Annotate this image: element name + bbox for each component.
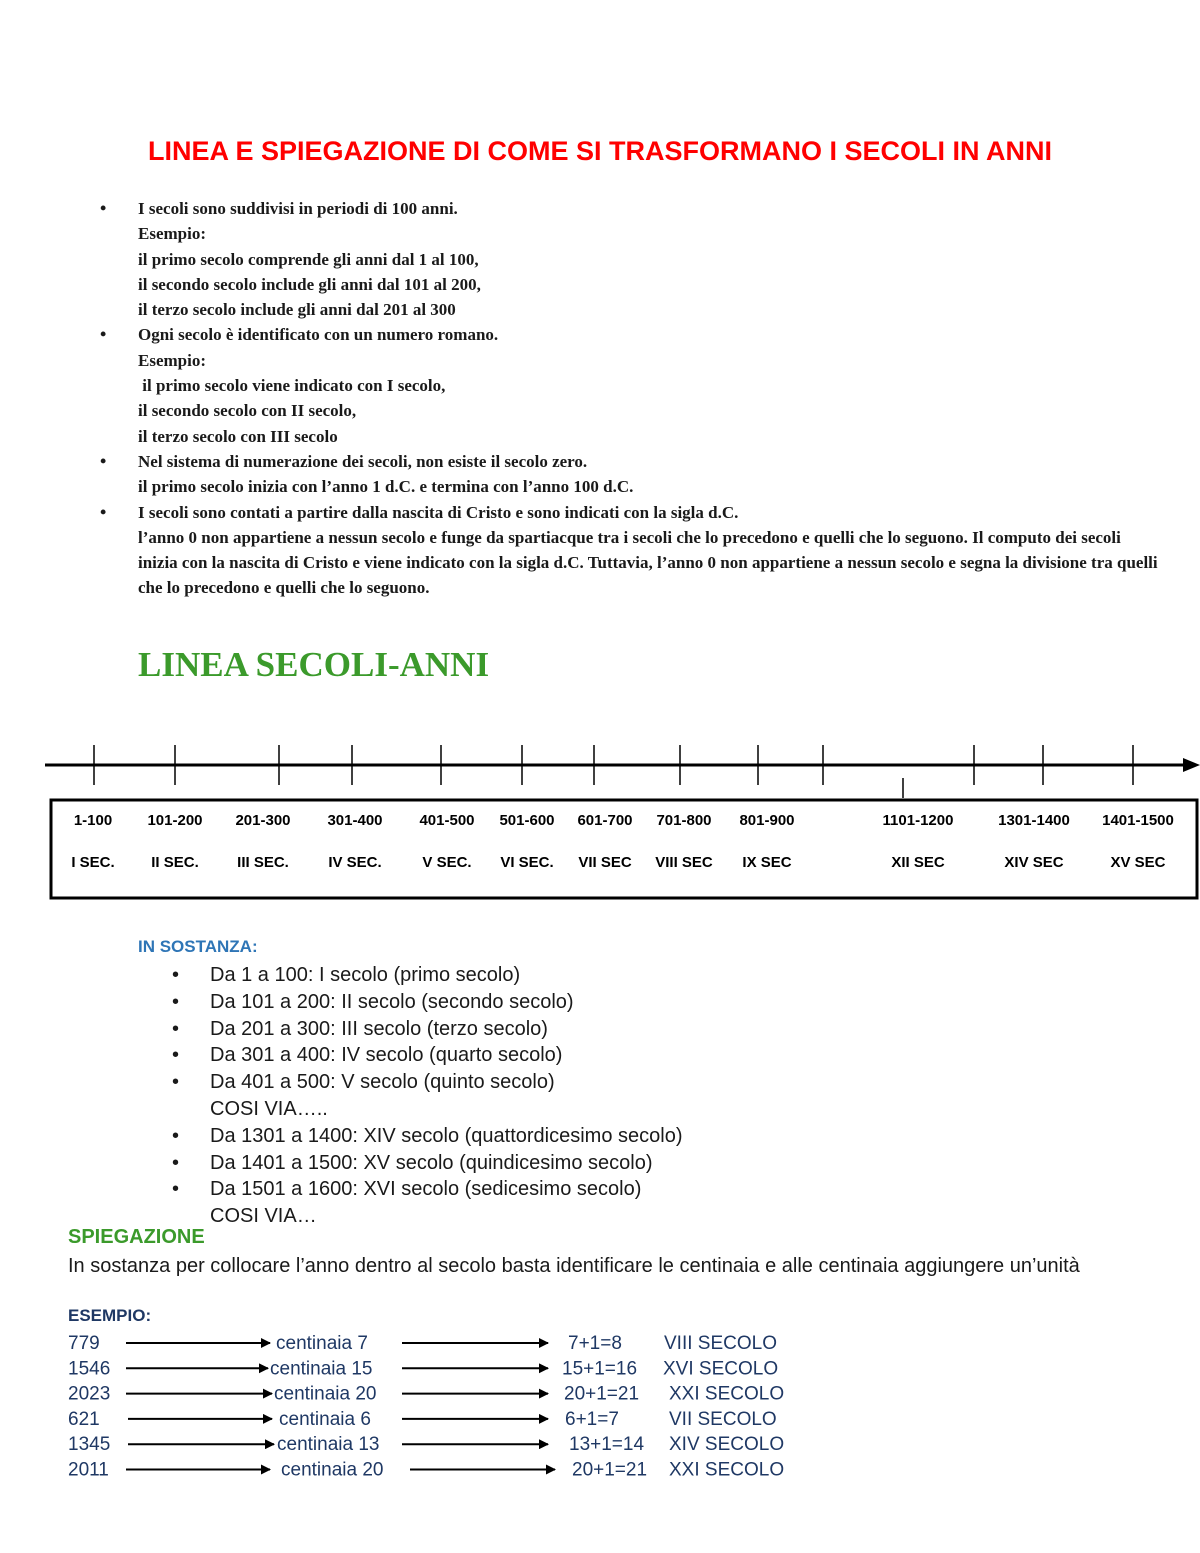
timeline-century: IX SEC — [742, 854, 792, 871]
timeline-century: XII SEC — [891, 854, 945, 871]
bullet-list — [100, 196, 1160, 601]
timeline-ticks — [94, 745, 1133, 798]
timeline-range: 101-200 — [147, 812, 203, 829]
esempio-heading: ESEMPIO: — [68, 1306, 152, 1325]
bullet-line: il primo secolo inizia con l’anno 1 d.C. e termina con l’anno 100 d.C. — [138, 477, 634, 497]
examples-diagram — [0, 1330, 1200, 1490]
example-sum: 20+1=21 — [564, 1383, 640, 1405]
bullet-item — [100, 322, 1160, 448]
timeline-range: 201-300 — [235, 812, 291, 829]
sostanza-item: • Da 1401 a 1500: XV secolo (quindicesimo secolo) — [172, 1150, 683, 1177]
example-year: 1546 — [68, 1358, 111, 1380]
example-sum: 6+1=7 — [565, 1408, 619, 1430]
example-century: VII SECOLO — [669, 1408, 777, 1430]
timeline-range: 1401-1500 — [1102, 812, 1174, 829]
sostanza-item: COSI VIA….. — [210, 1097, 328, 1120]
example-century: XXI SECOLO — [669, 1383, 785, 1405]
timeline-arrowhead — [1183, 758, 1200, 772]
bullet-line: il primo secolo comprende gli anni dal 1 al 100, — [138, 249, 479, 269]
bullet-line: il terzo secolo include gli anni dal 201 al 300 — [138, 300, 456, 320]
example-sum: 20+1=21 — [572, 1459, 648, 1481]
timeline-range: 701-800 — [656, 812, 712, 829]
timeline-century: XIV SEC — [1004, 854, 1064, 871]
example-year: 2011 — [68, 1459, 109, 1481]
timeline-century: IV SEC. — [328, 854, 382, 871]
example-year: 1345 — [68, 1434, 111, 1456]
timeline-century: III SEC. — [237, 854, 289, 871]
bullet-item — [100, 449, 1160, 500]
sostanza-item: • Da 1 a 100: I secolo (primo secolo) — [172, 962, 683, 989]
example-year: 621 — [68, 1408, 100, 1430]
example-century: XXI SECOLO — [669, 1459, 785, 1481]
timeline-century: XV SEC — [1110, 854, 1166, 871]
example-sum: 7+1=8 — [568, 1333, 622, 1354]
timeline-range: 601-700 — [577, 812, 633, 829]
sostanza-item: • Da 301 a 400: IV secolo (quarto secolo) — [172, 1042, 683, 1069]
sostanza-item: • Da 101 a 200: II secolo (secondo secolo) — [172, 989, 683, 1016]
example-hundreds: centinaia 7 — [276, 1333, 368, 1354]
timeline-century: VIII SEC — [655, 854, 713, 871]
spiegazione-heading: SPIEGAZIONE — [68, 1226, 205, 1248]
example-sum: 13+1=14 — [569, 1434, 645, 1456]
example-century: XIV SECOLO — [669, 1434, 785, 1456]
bullet-item — [100, 500, 1160, 601]
bullet-head: • Nel sistema di numerazione dei secoli, non esiste il secolo zero. — [138, 451, 588, 471]
timeline-diagram — [0, 730, 1200, 905]
timeline-century: VII SEC — [578, 854, 632, 871]
sostanza-list — [172, 962, 683, 1230]
timeline-century: VI SEC. — [500, 854, 554, 871]
example-hundreds: centinaia 15 — [270, 1358, 373, 1380]
example-year: 2023 — [68, 1383, 111, 1405]
page-title: LINEA E SPIEGAZIONE DI COME SI TRASFORMANO I SECOLI IN ANNI — [147, 136, 1053, 166]
timeline-range: 1101-1200 — [882, 812, 954, 829]
sostanza-item: • Da 401 a 500: V secolo (quinto secolo) — [172, 1069, 683, 1096]
bullet-line: Esempio: — [138, 224, 206, 244]
example-hundreds: centinaia 20 — [281, 1459, 384, 1481]
bullet-item — [100, 196, 1160, 322]
example-sum: 15+1=16 — [562, 1358, 638, 1380]
example-century: VIII SECOLO — [664, 1333, 777, 1354]
sostanza-item: • Da 1301 a 1400: XIV secolo (quattordicesimo secolo) — [172, 1123, 683, 1150]
timeline-range: 1-100 — [73, 812, 113, 829]
timeline-range: 1301-1400 — [998, 812, 1070, 829]
sostanza-heading: IN SOSTANZA: — [138, 937, 258, 956]
sostanza-item: • Da 201 a 300: III secolo (terzo secolo) — [172, 1016, 683, 1043]
sostanza-item: COSI VIA… — [210, 1205, 317, 1228]
sostanza-item: • Da 1501 a 1600: XVI secolo (sedicesimo secolo) — [172, 1176, 683, 1203]
bullet-line: il secondo secolo include gli anni dal 101 al 200, — [138, 274, 481, 294]
bullet-head: • I secoli sono contati a partire dalla nascita di Cristo e sono indicati con la sigla d.C. — [138, 502, 739, 522]
example-hundreds: centinaia 13 — [277, 1434, 380, 1456]
spiegazione-text: In sostanza per collocare l’anno dentro al secolo basta identificare le centinaia e alle centinaia aggiungere un’unità — [68, 1255, 1080, 1277]
bullet-line: il terzo secolo con III secolo — [138, 426, 338, 446]
timeline-range: 801-900 — [739, 812, 795, 829]
bullet-head: • I secoli sono suddivisi in periodi di 100 anni. — [138, 199, 458, 218]
timeline-century: V SEC. — [422, 854, 472, 871]
example-year: 779 — [68, 1333, 100, 1354]
bullet-line: il secondo secolo con II secolo, — [138, 401, 357, 421]
timeline-range: 301-400 — [327, 812, 383, 829]
timeline-century: I SEC. — [71, 854, 115, 871]
timeline-heading: LINEA SECOLI-ANNI — [138, 645, 490, 684]
timeline-labels — [71, 812, 1174, 871]
example-rows — [68, 1333, 784, 1481]
timeline-range: 501-600 — [499, 812, 555, 829]
example-century: XVI SECOLO — [663, 1358, 779, 1380]
timeline-century: II SEC. — [151, 854, 199, 871]
bullet-line: il primo secolo viene indicato con I secolo, — [138, 376, 446, 396]
example-hundreds: centinaia 20 — [274, 1383, 377, 1405]
bullet-line: Esempio: — [138, 350, 206, 370]
timeline-range: 401-500 — [419, 812, 475, 829]
example-hundreds: centinaia 6 — [279, 1408, 371, 1430]
bullet-paragraph: l’anno 0 non appartiene a nessun secolo e funge da spartiacque tra i secoli che lo precedono e quelli che lo seguono. Il computo dei secoli inizia con la nascita di Cristo e viene indicato con la sigla d.C. Tuttavia, l’anno 0 non appartiene a nessun secolo e segna la divisione tra quelli che lo precedono e quelli che lo seguono. — [138, 527, 1158, 598]
bullet-head: • Ogni secolo è identificato con un numero romano. — [138, 325, 499, 345]
